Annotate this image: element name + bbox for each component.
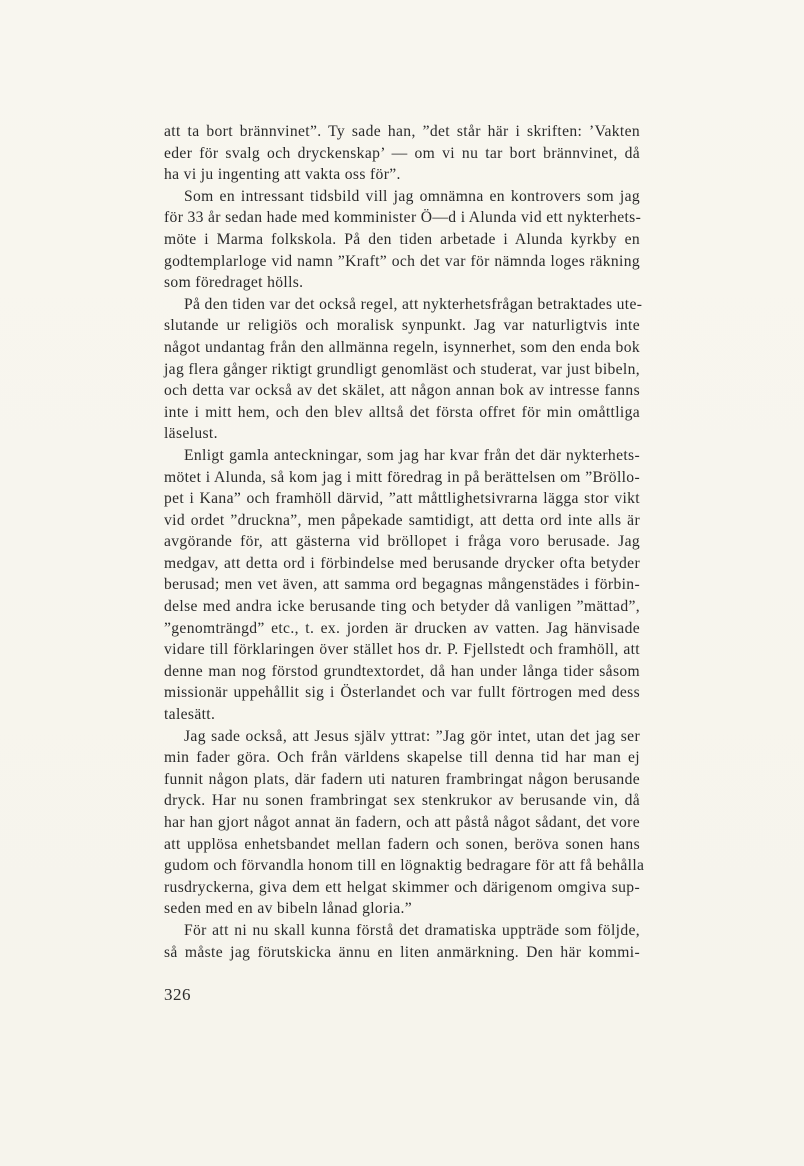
text-line: denne man nog förstod grundtextordet, då han under långa tider såsom xyxy=(164,662,640,680)
text-line: seden med en av bibeln lånad gloria.” xyxy=(164,900,413,918)
text-line: som föredraget hölls. xyxy=(164,274,304,292)
text-line: avgörande för, att gästerna vid bröllopet i fråga voro berusade. Jag xyxy=(164,533,640,551)
text-line: funnit någon plats, där fadern uti naturen frambringat någon berusande xyxy=(164,770,640,788)
text-line: så måste jag förutskicka ännu en liten anmärkning. Den här kommi- xyxy=(164,943,640,961)
text-line: har han gjort något annat än fadern, och att påstå något sådant, det vore xyxy=(164,814,640,831)
text-line: delse med andra icke berusande ting och betyder då vanligen ”mättad”, xyxy=(164,598,640,616)
text-line: något undantag från den allmänna regeln, isynnerhet, som den enda bok xyxy=(164,338,640,356)
text-line: Som en intressant tidsbild vill jag omnämna en kontrovers som jag xyxy=(184,187,640,205)
text-line: medgav, att detta ord i förbindelse med berusande drycker ofta betyder xyxy=(164,554,640,572)
text-line: ”genomträngd” etc., t. ex. jorden är drucken av vatten. Jag hänvisade xyxy=(164,619,640,637)
text-line: På den tiden var det också regel, att nykterhetsfrågan betraktades ute- xyxy=(184,295,643,313)
text-line: möte i Marma folkskola. På den tiden arbetade i Alunda kyrkby en xyxy=(164,230,640,248)
text-line: jag flera gånger riktigt grundligt genomläst och studerat, var just bibeln, xyxy=(164,360,640,378)
page-number: 326 xyxy=(164,985,191,1004)
text-line: godtemplarloge vid namn ”Kraft” och det var för nämnda loges räkning xyxy=(164,252,640,270)
text-line: berusad; men vet även, att samma ord begagnas mångenstädes i förbin- xyxy=(164,576,640,594)
text-line: ha vi ju ingenting att vakta oss för”. xyxy=(164,166,401,184)
text-line: och detta var också av det skälet, att någon annan bok av intresse fanns xyxy=(164,382,640,400)
text-line: Enligt gamla anteckningar, som jag har kvar från det där nykterhets- xyxy=(184,446,640,464)
text-line: läselust. xyxy=(164,425,218,443)
text-line: att ta bort brännvinet”. Ty sade han, ”det står här i skriften: ’Vakten xyxy=(164,123,640,140)
text-line: mötet i Alunda, så kom jag i mitt föredrag in på berättelsen om ”Bröllo- xyxy=(164,468,640,486)
body-text xyxy=(164,121,645,963)
text-line: dryck. Har nu sonen frambringat sex stenkrukor av berusande vin, då xyxy=(164,792,640,810)
text-line: inte i mitt hem, och den blev alltså det första offret för min omåttliga xyxy=(164,403,640,421)
text-line: eder för svalg och dryckenskap’ — om vi nu tar bort brännvinet, då xyxy=(164,144,640,162)
text-line: vid ordet ”druckna”, men påpekade samtidigt, att detta ord inte alls är xyxy=(164,511,640,529)
text-line: Jag sade också, att Jesus själv yttrat: ”Jag gör intet, utan det jag ser xyxy=(184,727,640,745)
text-line: pet i Kana” och framhöll därvid, ”att måttlighetsivrarna lägga stor vikt xyxy=(164,490,640,508)
text-line: rusdryckerna, giva dem ett helgat skimmer och därigenom omgiva sup- xyxy=(164,878,640,896)
text-line: vidare till förklaringen över stället hos dr. P. Fjellstedt och framhöll, att xyxy=(164,641,640,659)
text-line: talesätt. xyxy=(164,706,216,724)
text-line: gudom och förvandla honom till en lögnaktig bedragare för att få behålla xyxy=(164,857,645,875)
text-line: missionär uppehållit sig i Österlandet och var fullt förtrogen med dess xyxy=(164,684,640,702)
text-line: min fader göra. Och från världens skapelse till denna tid har man ej xyxy=(164,749,640,767)
text-line: för 33 år sedan hade med komminister Ö—d i Alunda vid ett nykterhets- xyxy=(164,209,642,227)
text-line: För att ni nu skall kunna förstå det dramatiska uppträde som följde, xyxy=(184,921,640,939)
text-line: slutande ur religiös och moralisk synpunkt. Jag var naturligtvis inte xyxy=(164,317,640,335)
text-line: att upplösa enhetsbandet mellan fadern och sonen, beröva sonen hans xyxy=(164,835,640,853)
